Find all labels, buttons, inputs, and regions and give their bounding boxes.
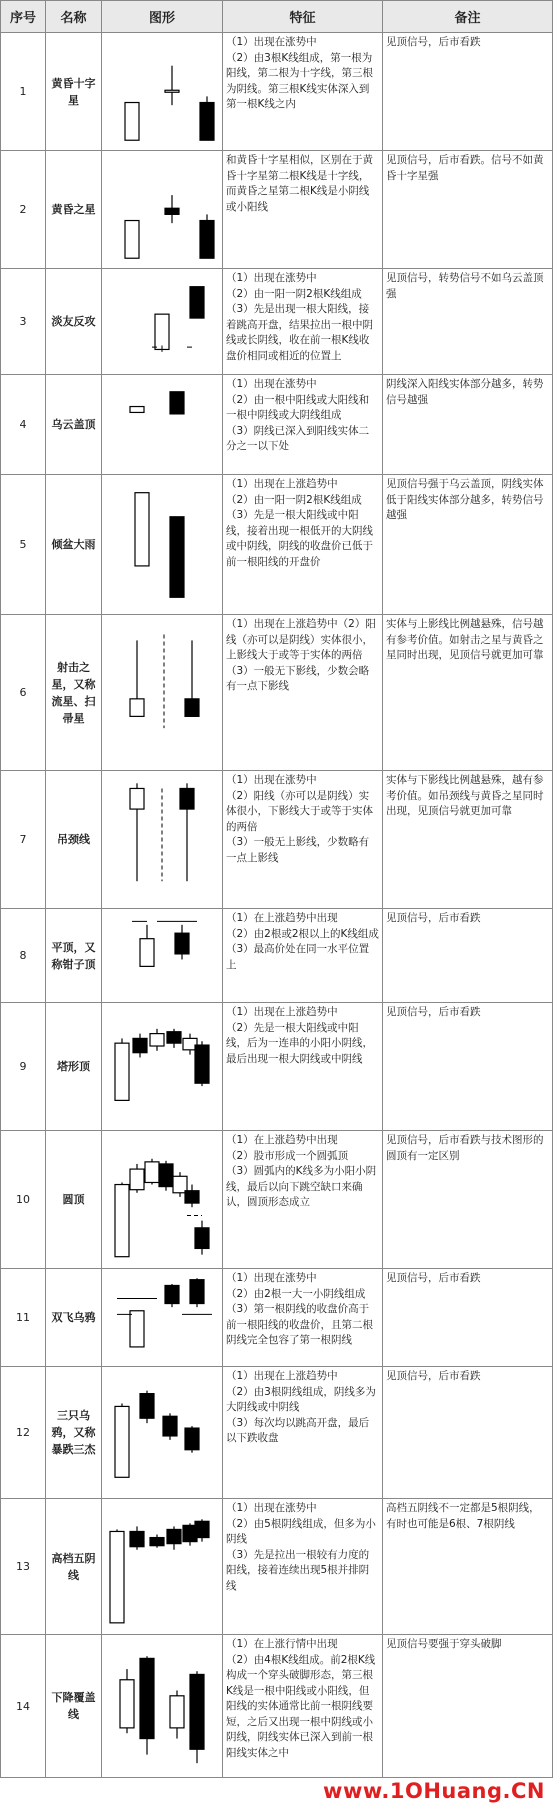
feature-line: （2）由一阳一阴2根K线组成 <box>226 287 362 300</box>
feature-line: （2）由4根K线组成。前2根K线构成一个穿头破脚形态，第三根K线是一根中阳线或小阳线，但阳线的实体通常比前一根阴线要短，之后又出现一根中阴线或小阴线，阴线实体已深入到前一根阳线实体之中 <box>226 1653 376 1759</box>
candlestick-figure <box>102 477 223 613</box>
bullish-candle <box>130 406 144 412</box>
bearish-candle <box>185 1190 199 1202</box>
bearish-candle <box>140 1393 154 1418</box>
feature-line: （1）出现在涨势中 <box>226 36 317 48</box>
row-number: 8 <box>1 909 46 1003</box>
pattern-note: 见顶信号，后市看跌 <box>383 33 553 151</box>
header-note: 备注 <box>383 1 553 33</box>
bullish-candle <box>165 90 179 92</box>
feature-line: （1）出现在上涨趋势中 <box>226 1006 338 1018</box>
table-row <box>1 1269 553 1367</box>
bullish-candle <box>155 314 169 349</box>
watermark: www.1OHuang.CN <box>323 1779 545 1803</box>
pattern-note: 高档五阴线不一定都是5根阴线，有时也可能是6根、7根阴线 <box>383 1499 553 1635</box>
feature-line: （3）每次均以跳高开盘，最后以下跌收盘 <box>226 1416 370 1444</box>
feature-line: （2）由一根中阳线或大阳线和一根中阴线或大阴线组成 <box>226 393 370 421</box>
bullish-candle <box>110 1531 124 1622</box>
pattern-name: 塔形顶 <box>46 1003 102 1131</box>
bearish-candle <box>133 1038 147 1052</box>
candlestick-figure <box>102 1369 223 1497</box>
pattern-figure-cell <box>102 1367 223 1499</box>
feature-line: （2）由一阳一阴2根K线组成 <box>226 493 362 506</box>
feature-line: （1）出现在涨势中 <box>226 1272 317 1284</box>
pattern-note: 见顶信号强于乌云盖顶，阴线实体低于阳线实体部分越多，转势信号越强 <box>383 475 553 615</box>
feature-line: （1）在上涨趋势中出现 <box>226 912 338 924</box>
pattern-figure-cell <box>102 33 223 151</box>
pattern-name: 平顶，又称钳子顶 <box>46 909 102 1003</box>
row-number: 5 <box>1 475 46 615</box>
feature-line: （2）由3根K线组成，第一根为阳线，第二根为十字线，第三根为阴线。第三根K线实体深入到第一根K线之内 <box>226 51 373 110</box>
feature-line: （3）阴线已深入到阳线实体二分之一以下处 <box>226 424 370 452</box>
bearish-candle <box>195 1521 209 1537</box>
pattern-name: 黄昏十字星 <box>46 33 102 151</box>
pattern-feature <box>223 771 383 909</box>
bearish-candle <box>200 102 214 140</box>
pattern-figure-cell <box>102 475 223 615</box>
row-number: 3 <box>1 269 46 375</box>
bullish-candle <box>170 1695 184 1727</box>
pattern-note: 阴线深入阳线实体部分越多，转势信号越强 <box>383 375 553 475</box>
pattern-note: 见顶信号，后市看跌。信号不如黄昏十字星强 <box>383 151 553 269</box>
table-row <box>1 615 553 771</box>
table-row <box>1 475 553 615</box>
feature-line: （3）一般无上影线，少数略有一点上影线 <box>226 836 370 864</box>
pattern-name: 吊颈线 <box>46 771 102 909</box>
feature-line: （2）由5根阴线组成，但多为小阴线 <box>226 1517 376 1545</box>
bullish-candle <box>115 1184 129 1256</box>
pattern-figure-cell <box>102 771 223 909</box>
pattern-figure-cell <box>102 1499 223 1635</box>
pattern-feature <box>223 1367 383 1499</box>
pattern-feature <box>223 615 383 771</box>
pattern-note: 实体与下影线比例越悬殊，越有参考价值。如吊颈线与黄昏之星同时出现，见顶信号就更加可靠 <box>383 771 553 909</box>
candlestick-figure <box>102 1271 223 1365</box>
pattern-figure-cell <box>102 375 223 475</box>
header-num: 序号 <box>1 1 46 33</box>
pattern-feature <box>223 1269 383 1367</box>
pattern-feature <box>223 1003 383 1131</box>
row-number: 9 <box>1 1003 46 1131</box>
row-number: 7 <box>1 771 46 909</box>
feature-line: （1）出现在上涨趋势中 <box>226 478 338 490</box>
pattern-name: 圆顶 <box>46 1131 102 1269</box>
bearish-candle <box>159 1163 173 1186</box>
bullish-candle <box>125 220 139 258</box>
pattern-feature <box>223 909 383 1003</box>
pattern-note: 见顶信号，后市看跌 <box>383 1367 553 1499</box>
pattern-figure-cell <box>102 269 223 375</box>
bearish-candle <box>170 516 184 597</box>
pattern-note: 实体与上影线比例越悬殊，信号越有参考价值。如射击之星与黄昏之星同时出现，见顶信号就更加可靠 <box>383 615 553 771</box>
feature-line: （1）出现在上涨趋势中（2）阳线（亦可以是阴线）实体很小，上影线大于或等于实体的两倍（3）一般无下影线，少数会略有一点下影线 <box>226 618 376 692</box>
bearish-candle <box>190 1279 204 1303</box>
table-row <box>1 151 553 269</box>
feature-line: （1）出现在涨势中 <box>226 774 317 786</box>
bearish-candle <box>167 1031 181 1042</box>
feature-line: （3）先是出现一根大阳线，接着跳高开盘，结果拉出一根中阴线或长阴线，收在前一根K线收盘价相同或相近的位置上 <box>226 303 373 362</box>
pattern-name: 射击之星，又称流星、扫帚星 <box>46 615 102 771</box>
feature-line: （3）先是拉出一根较有力度的阳线，接着连续出现5根并排阴线 <box>226 1548 370 1592</box>
feature-line: （3）先是一根大阳线或中阳线，接着出现一根低开的大阴线或中阴线，阴线的收盘价已低于前一根阳线的开盘价 <box>226 509 373 568</box>
feature-line: （1）在上涨趋势中出现 <box>226 1134 338 1146</box>
pattern-name: 三只乌鸦，又称暴跌三杰 <box>46 1367 102 1499</box>
candlestick-figure <box>102 617 223 769</box>
candlestick-figure <box>102 377 223 473</box>
feature-line: （1）出现在涨势中 <box>226 378 317 390</box>
bullish-candle <box>120 1679 134 1727</box>
header-row <box>1 1 553 33</box>
pattern-feature <box>223 33 383 151</box>
pattern-note: 见顶信号，后市看跌 <box>383 1003 553 1131</box>
bullish-candle <box>130 698 144 716</box>
pattern-figure-cell <box>102 1131 223 1269</box>
row-number: 11 <box>1 1269 46 1367</box>
feature-line: （1）出现在涨势中 <box>226 1502 317 1514</box>
row-number: 6 <box>1 615 46 771</box>
feature-line: 和黄昏十字星相似，区别在于黄昏十字星第二根K线是十字线，而黄昏之星第二根K线是小阴线或小阳线 <box>226 154 373 213</box>
pattern-figure-cell <box>102 909 223 1003</box>
bullish-candle <box>145 1161 159 1182</box>
header-feature: 特征 <box>223 1 383 33</box>
bullish-candle <box>130 1169 144 1190</box>
bearish-candle <box>185 698 199 716</box>
bearish-candle <box>170 391 184 413</box>
candlestick-figure <box>102 1005 223 1129</box>
candlestick-figure <box>102 911 223 1001</box>
table-row <box>1 1367 553 1499</box>
pattern-note: 见顶信号，后市看跌与技术图形的圆顶有一定区别 <box>383 1131 553 1269</box>
pattern-feature <box>223 1499 383 1635</box>
bearish-candle <box>130 1531 144 1546</box>
bearish-candle <box>167 1529 181 1543</box>
candlestick-figure <box>102 1501 223 1633</box>
table-row <box>1 1131 553 1269</box>
pattern-name: 下降覆盖线 <box>46 1635 102 1778</box>
pattern-figure-cell <box>102 1269 223 1367</box>
bullish-candle <box>130 1310 144 1346</box>
table-row <box>1 375 553 475</box>
header-figure: 图形 <box>102 1 223 33</box>
bearish-candle <box>180 788 194 809</box>
pattern-note: 见顶信号，转势信号不如乌云盖顶强 <box>383 269 553 375</box>
bearish-candle <box>165 208 179 214</box>
table-row <box>1 771 553 909</box>
feature-line: （3）最高价处在同一水平位置上 <box>226 943 370 971</box>
table-row <box>1 33 553 151</box>
table-row <box>1 269 553 375</box>
feature-line: （1）在上涨行情中出现 <box>226 1638 338 1650</box>
candlestick-figure <box>102 1637 223 1776</box>
bearish-candle <box>140 1658 154 1738</box>
bearish-candle <box>163 1416 177 1436</box>
bearish-candle <box>165 1285 179 1303</box>
row-number: 1 <box>1 33 46 151</box>
bullish-candle <box>150 1033 164 1045</box>
row-number: 13 <box>1 1499 46 1635</box>
bullish-candle <box>135 492 149 565</box>
table-row <box>1 1003 553 1131</box>
bearish-candle <box>175 933 189 954</box>
pattern-name: 高档五阴线 <box>46 1499 102 1635</box>
bearish-candle <box>150 1537 164 1545</box>
feature-line: （3）第一根阴线的收盘价高于前一根阳线的收盘价，且第二根阴线完全包容了第一根阴线 <box>226 1303 373 1346</box>
header-name: 名称 <box>46 1 102 33</box>
pattern-note: 见顶信号，后市看跌 <box>383 909 553 1003</box>
bearish-candle <box>190 286 204 317</box>
feature-line: （2）阳线（亦可以是阴线）实体很小，下影线大于或等于实体的两倍 <box>226 789 373 833</box>
pattern-feature <box>223 475 383 615</box>
bullish-candle <box>130 788 144 809</box>
bearish-candle <box>195 1045 209 1083</box>
feature-line: （1）出现在涨势中 <box>226 272 317 284</box>
pattern-figure-cell <box>102 1635 223 1778</box>
pattern-name: 倾盆大雨 <box>46 475 102 615</box>
bullish-candle <box>140 938 154 966</box>
row-number: 4 <box>1 375 46 475</box>
pattern-note: 见顶信号要强于穿头破脚 <box>383 1635 553 1778</box>
row-number: 10 <box>1 1131 46 1269</box>
feature-line: （2）先是一根大阳线或中阳线，后为一连串的小阳小阴线，最后出现一根大阴线或中阴线 <box>226 1021 373 1065</box>
row-number: 2 <box>1 151 46 269</box>
feature-line: （2）由3根阴线组成，阴线多为大阴线或中阴线 <box>226 1385 376 1413</box>
bearish-candle <box>190 1674 204 1749</box>
pattern-name: 双飞乌鸦 <box>46 1269 102 1367</box>
pattern-figure-cell <box>102 151 223 269</box>
feature-line: （2）股市形成一个圆弧顶 <box>226 1149 349 1162</box>
pattern-feature <box>223 1131 383 1269</box>
bullish-candle <box>115 1043 129 1100</box>
bearish-candle <box>185 1428 199 1450</box>
candlestick-figure <box>102 35 223 149</box>
feature-line: （2）由2根或2根以上的K线组成 <box>226 927 379 940</box>
pattern-feature <box>223 1635 383 1778</box>
feature-line: （2）由2根一大一小阴线组成 <box>226 1287 366 1300</box>
pattern-name: 黄昏之星 <box>46 151 102 269</box>
pattern-feature <box>223 375 383 475</box>
row-number: 14 <box>1 1635 46 1778</box>
bearish-candle <box>195 1227 209 1248</box>
candlestick-figure <box>102 153 223 267</box>
pattern-figure-cell <box>102 1003 223 1131</box>
pattern-name: 淡友反攻 <box>46 269 102 375</box>
pattern-feature <box>223 151 383 269</box>
bullish-candle <box>115 1406 129 1477</box>
table-row <box>1 1499 553 1635</box>
bearish-candle <box>200 220 214 258</box>
pattern-note: 见顶信号，后市看跌 <box>383 1269 553 1367</box>
bullish-candle <box>125 102 139 140</box>
candlestick-figure <box>102 773 223 907</box>
table-row <box>1 1635 553 1778</box>
pattern-feature <box>223 269 383 375</box>
pattern-figure-cell <box>102 615 223 771</box>
pattern-name: 乌云盖顶 <box>46 375 102 475</box>
candlestick-figure <box>102 1133 223 1267</box>
row-number: 12 <box>1 1367 46 1499</box>
table-row <box>1 909 553 1003</box>
feature-line: （1）出现在上涨趋势中 <box>226 1370 338 1382</box>
feature-line: （3）圆弧内的K线多为小阳小阴线，最后以向下跳空缺口来确认，圆顶形态成立 <box>226 1165 377 1208</box>
candlestick-figure <box>102 271 223 373</box>
